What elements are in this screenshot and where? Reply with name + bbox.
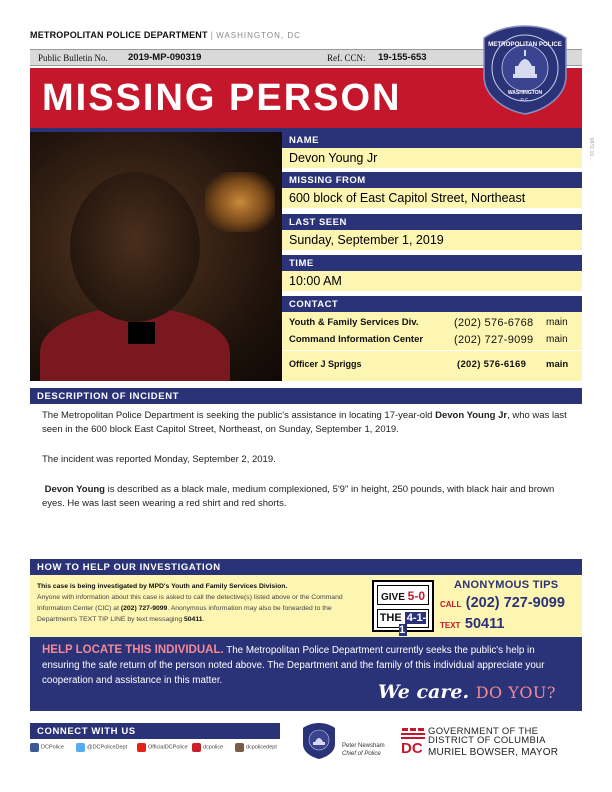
pinterest-icon (192, 743, 201, 752)
the-text: THE (379, 612, 402, 624)
social-link[interactable] (235, 743, 277, 753)
description-text: The Metropolitan Police Department is seeking the public's assistance in locating 17-year-old (42, 410, 436, 421)
description-text: , who was last seen in the 600 block East Capitol Street, Northeast, on Sunday, September 1, 2019. (42, 410, 567, 435)
we-care-text: We care. (378, 681, 470, 703)
we-care-slogan (378, 681, 556, 703)
anonymous-tips (440, 579, 580, 633)
give-box-top (377, 585, 429, 605)
facebook-icon (30, 743, 39, 752)
contact-type: main (546, 359, 569, 370)
help-line: . Anonymous information may also be forwarded to the Department's TEXT TIP LINE by text messaging (37, 605, 332, 623)
contact-type: main (546, 334, 568, 345)
ccn-label: Ref. CCN: (327, 53, 366, 63)
instagram-icon (235, 743, 244, 752)
time-value: 10:00 AM (282, 271, 582, 291)
contact-divider (282, 350, 582, 351)
header-separator: | (210, 30, 214, 40)
name-value: Devon Young Jr (282, 148, 582, 168)
social-handle: dcpolicedept (246, 744, 277, 751)
contact-phone[interactable]: (202) 727-9099 (454, 334, 534, 346)
twitter-icon (76, 743, 85, 752)
text-label: TEXT (440, 621, 461, 630)
anonymous-tips-title: ANONYMOUS TIPS (454, 579, 559, 591)
contact-name: Officer J Spriggs (289, 359, 362, 369)
photo-background-light (205, 172, 275, 232)
social-handle: DCPolice (41, 744, 64, 751)
gov-line: GOVERNMENT OF THE (428, 726, 539, 737)
missing-from-label: MISSING FROM (282, 172, 582, 188)
help-period: . (202, 616, 205, 623)
police-badge-small-logo (301, 722, 337, 760)
text-number[interactable]: 50411 (464, 616, 505, 632)
banner-title: MISSING PERSON (42, 77, 402, 119)
chief-name: Peter Newsham (342, 743, 385, 749)
help-locate-box (30, 637, 582, 711)
four-one-one: 4-1-1 (398, 612, 427, 636)
help-line: This case is being investigated by MPD's (37, 583, 172, 590)
description-text: is described as a black male, medium complexioned, 5'9" in height, 250 pounds, with black hair and brown eyes. He was last seen wearing a red shirt and red shorts. (42, 484, 555, 509)
help-phone[interactable]: (202) 727-9099 (120, 605, 168, 612)
department-name: METROPOLITAN POLICE DEPARTMENT (30, 30, 208, 40)
description-paragraph (42, 409, 572, 437)
social-handle: @DCPoliceDept (87, 744, 128, 751)
last-seen-value: Sunday, September 1, 2019 (282, 230, 582, 250)
social-link[interactable] (192, 743, 223, 753)
youtube-icon (137, 743, 146, 752)
person-info-panel (282, 132, 582, 381)
badge-top-text: METROPOLITAN POLICE (488, 41, 562, 48)
badge-sub-text: D.C. (520, 97, 530, 102)
dc-letters: DC (401, 740, 423, 757)
help-text (37, 581, 362, 625)
call-number[interactable]: (202) 727-9099 (465, 595, 565, 611)
social-handle: OfficialDCPolice (148, 744, 188, 751)
description-paragraph: The incident was reported Monday, September 2, 2019. (42, 454, 276, 465)
bulletin-label: Public Bulletin No. (38, 53, 108, 63)
contact-phone[interactable]: (202) 576-6169 (457, 359, 527, 370)
department-city: WASHINGTON, DC (216, 31, 301, 40)
mayor-text: MURIEL BOWSER, MAYOR (428, 747, 559, 758)
text-line (440, 615, 580, 633)
time-label: TIME (282, 255, 582, 271)
dc-stars-icon (401, 727, 425, 739)
call-line (440, 594, 580, 612)
contact-phone[interactable]: (202) 576-6768 (454, 317, 534, 329)
description-heading: DESCRIPTION OF INCIDENT (30, 388, 582, 404)
bulletin-number: 2019-MP-090319 (128, 52, 202, 63)
help-body (30, 575, 582, 637)
help-locate-body: The Metropolitan Police Department currently seeks the public's help in ensuring the safe return of the person noted above. The Department and the family of this individual appreciate your cooperation and assistance in this matter. (42, 645, 545, 686)
help-division: Youth and Family Services Division. (171, 583, 288, 590)
police-badge-logo (480, 24, 570, 116)
last-seen-label: LAST SEEN (282, 214, 582, 230)
call-label: CALL (440, 600, 462, 609)
give-5-0-logo (372, 580, 434, 636)
name-label: NAME (282, 132, 582, 148)
contact-name: Youth & Family Services Div. (289, 317, 419, 328)
gov-line: DISTRICT OF COLUMBIA (428, 735, 546, 746)
do-you-text: DO YOU? (475, 683, 556, 702)
give-text: GIVE (380, 592, 405, 603)
contact-label: CONTACT (282, 296, 582, 312)
chief-title: Chief of Police (342, 751, 381, 757)
contact-name: Command Information Center (289, 334, 424, 345)
help-text-number: 50411 (184, 616, 203, 623)
help-line: Anyone with information about this case is asked to call the detective(s) listed above or the Command Information Center (CIC) at (37, 594, 343, 612)
contact-type: main (546, 317, 568, 328)
chief-of-police (342, 742, 385, 758)
description-paragraph (42, 483, 572, 511)
dc-mark (401, 727, 425, 761)
government-text (428, 727, 546, 745)
social-link[interactable] (76, 743, 127, 753)
missing-person-photo (30, 132, 282, 381)
connect-heading: CONNECT WITH US (30, 723, 280, 739)
help-heading: HOW TO HELP OUR INVESTIGATION (30, 559, 582, 575)
social-links (30, 741, 290, 755)
give-box-bottom (377, 609, 429, 636)
dc-government-logo (401, 727, 581, 761)
badge-bottom-text: WASHINGTON (507, 90, 543, 96)
side-note: MPD 19 ... (588, 138, 594, 162)
ccn-number: 19-155-653 (378, 52, 427, 63)
social-link[interactable] (30, 743, 64, 753)
give-number: 5-0 (407, 589, 426, 603)
contact-box (282, 312, 582, 381)
missing-from-value: 600 block of East Capitol Street, Northeast (282, 188, 582, 208)
description-name: Devon Young Jr (435, 410, 508, 421)
social-link[interactable] (137, 743, 188, 753)
incident-description (42, 409, 572, 527)
photo-face (70, 172, 200, 322)
photo-redaction-box (128, 322, 155, 344)
help-locate-highlight: HELP LOCATE THIS INDIVIDUAL. (42, 644, 224, 656)
description-name: Devon Young (44, 484, 105, 495)
social-handle: dcpolice (203, 744, 224, 751)
